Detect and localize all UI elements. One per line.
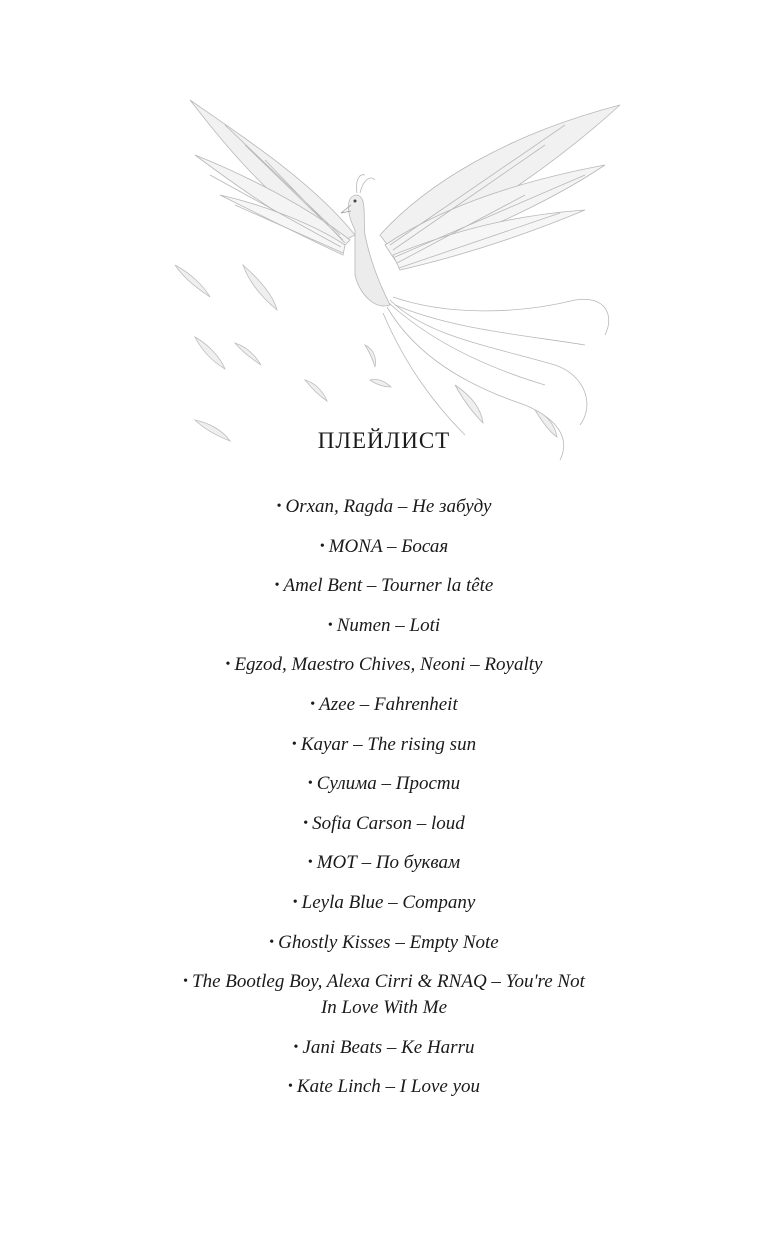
track-text: МОТ – По буквам — [316, 852, 461, 874]
list-item — [174, 969, 594, 1021]
playlist — [0, 494, 768, 1114]
track-text: Egzod, Maestro Chives, Neoni – Royalty — [234, 654, 543, 676]
list-item — [0, 573, 768, 599]
track-text: Kate Linch – I Love you — [296, 1076, 480, 1098]
list-item — [0, 1035, 768, 1061]
bullet-icon: • — [327, 617, 333, 633]
bullet-icon: • — [307, 855, 313, 871]
track-text: Kayar – The rising sun — [300, 733, 477, 755]
bullet-icon: • — [276, 499, 282, 514]
track-text: Azee – Fahrenheit — [319, 693, 458, 715]
bullet-icon: • — [274, 578, 280, 594]
list-item — [0, 534, 768, 560]
list-item — [0, 890, 768, 916]
list-item — [0, 613, 768, 639]
track-text: Orxan, Ragda – Не забуду — [285, 496, 492, 517]
bullet-icon: • — [292, 894, 298, 910]
list-item — [0, 692, 768, 718]
phoenix-illustration — [165, 85, 625, 475]
track-text: Numen – Loti — [336, 614, 441, 636]
bullet-icon: • — [287, 1079, 293, 1095]
list-item — [0, 494, 768, 520]
list-item — [0, 930, 768, 956]
track-text: Ghostly Kisses – Empty Note — [278, 931, 499, 953]
bullet-icon: • — [319, 538, 325, 554]
bullet-icon: • — [303, 815, 309, 831]
bullet-icon: • — [307, 776, 313, 792]
track-text: Jani Beats – Ke Harru — [302, 1036, 475, 1058]
list-item — [0, 850, 768, 876]
bullet-icon: • — [310, 696, 316, 712]
bullet-icon: • — [291, 736, 297, 752]
bullet-icon: • — [293, 1039, 299, 1055]
bullet-icon: • — [225, 657, 231, 673]
list-item — [0, 771, 768, 797]
playlist-title: ПЛЕЙЛИСТ — [317, 428, 451, 453]
bullet-icon: • — [183, 974, 189, 990]
bullet-icon: • — [269, 934, 275, 950]
track-text: Sofia Carson – loud — [312, 812, 465, 834]
track-text: MONA – Босая — [328, 535, 449, 557]
track-text: Amel Bent – Tourner la tête — [283, 575, 494, 597]
list-item — [0, 811, 768, 837]
track-text: The Bootleg Boy, Alexa Cirri & RNAQ – You're Not In Love With Me — [192, 971, 585, 1019]
track-text: Leyla Blue – Company — [301, 891, 476, 913]
list-item — [0, 1074, 768, 1100]
list-item — [0, 652, 768, 678]
list-item — [0, 732, 768, 758]
track-text: Сулима – Прости — [316, 773, 461, 795]
